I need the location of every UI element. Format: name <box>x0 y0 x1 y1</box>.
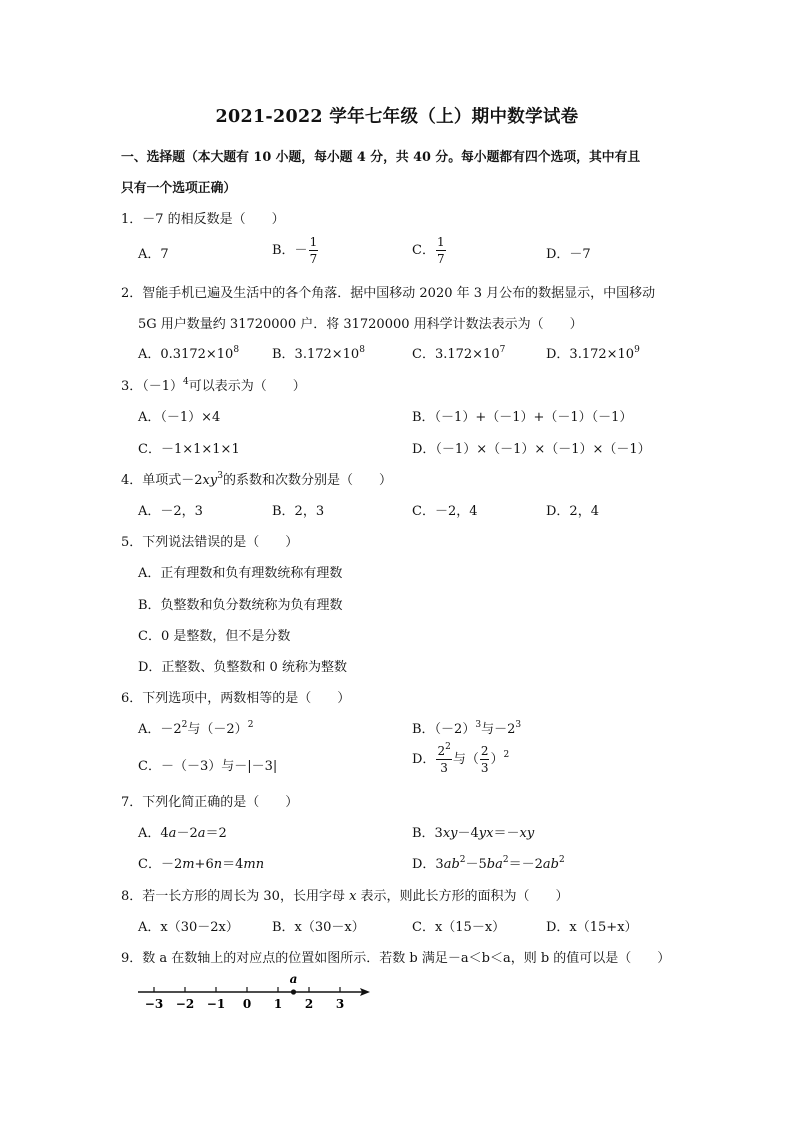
q6-stem: 6．下列选项中，两数相等的是（ ） <box>121 691 351 706</box>
q3-option-d: D．（－1）×（－1）×（－1）×（－1） <box>412 442 651 457</box>
q8-option-a: A．x（30－2x） <box>138 920 239 935</box>
section-instruction-line1: 一、选择题（本大题有 10 小题，每小题 4 分，共 40 分。每小题都有四个选项，其中有且 <box>121 150 641 165</box>
q8-stem: 8．若一长方形的周长为 30，长用字母 x 表示，则此长方形的面积为（ ） <box>121 889 569 904</box>
number-line-tick-label: −3 <box>144 997 164 1011</box>
q7-option-a: A．4a－2a＝2 <box>138 826 227 841</box>
q4-option-a: A．－2，3 <box>138 504 203 519</box>
q8-option-b: B．x（30－x） <box>272 920 365 935</box>
q7-stem: 7．下列化简正确的是（ ） <box>121 795 299 810</box>
q5-option-a: A．正有理数和负有理数统称有理数 <box>138 566 343 581</box>
section-instruction-line2: 只有一个选项正确） <box>121 181 237 196</box>
q1-option-a: A．7 <box>138 247 169 262</box>
q6-option-c: C．－（－3）与－|－3| <box>138 759 278 774</box>
number-line-tick-label: −2 <box>175 997 195 1011</box>
q3-option-a: A．（－1）×4 <box>138 410 221 425</box>
q3-option-c: C．－1×1×1×1 <box>138 442 240 457</box>
number-line-figure <box>138 968 378 1018</box>
q1-option-d: D．－7 <box>546 247 591 262</box>
q6-option-a: A．$-2^2$与$(-2)^2$ <box>138 720 254 737</box>
q4-option-b: B．2，3 <box>272 504 325 519</box>
q2-stem-line1: 2．智能手机已遍及生活中的各个角落．据中国移动 2020 年 3 月公布的数据显示，中国移动 <box>121 286 656 301</box>
number-line-point-a <box>291 989 296 994</box>
q5-option-b: B．负整数和负分数统称为负有理数 <box>138 598 343 613</box>
number-line-tick-label: 0 <box>242 997 252 1011</box>
q7-option-b: B．3xy－4yx＝－xy <box>412 826 535 841</box>
q6-option-b: B．$(-2)^3$与$-2^3$ <box>412 720 522 737</box>
number-line-point-label: a <box>289 972 298 986</box>
q1-option-b: B．－ $\frac{1}{7}$ <box>272 235 318 266</box>
number-line-tick-label: 2 <box>304 997 314 1011</box>
q4-stem: 4．单项式$-2xy^3$的系数和次数分别是（ ） <box>121 471 392 488</box>
q5-option-d: D．正整数、负整数和 0 统称为整数 <box>138 660 347 675</box>
q7-option-d: D．$3ab^2-5ba^2=-2ab^2$ <box>412 855 565 872</box>
number-line <box>138 972 370 1011</box>
q2-option-b: B．$3.172\times 10^8$ <box>272 345 365 362</box>
q1-option-c: C． $\frac{1}{7}$ <box>412 235 445 266</box>
q5-stem: 5．下列说法错误的是（ ） <box>121 535 299 550</box>
q1-stem: 1．－7 的相反数是（ ） <box>121 212 285 227</box>
q3-stem: 3．$(-1)^4$可以表示为（ ） <box>121 377 306 394</box>
q8-option-c: C．x（15－x） <box>412 920 506 935</box>
q2-option-d: D．$3.172\times 10^9$ <box>546 345 640 362</box>
number-line-tick-label: 1 <box>273 997 283 1011</box>
q6-option-d: D． $\frac{2^2}{3}$ 与（ $\frac{2}{3}$ ）$^2$ <box>412 742 510 775</box>
q4-option-d: D．2，4 <box>546 504 599 519</box>
q4-option-c: C．－2，4 <box>412 504 478 519</box>
exam-title: 2021-2022 学年七年级（上）期中数学试卷 <box>215 107 579 127</box>
q9-stem: 9．数 a 在数轴上的对应点的位置如图所示．若数 b 满足－a＜b＜a，则 b 的值可以是（ ） <box>121 951 671 966</box>
q2-option-c: C．$3.172\times 10^7$ <box>412 345 506 362</box>
number-line-tick-label: −1 <box>206 997 226 1011</box>
q3-option-b: B．（－1）+（－1）+（－1）（－1） <box>412 410 633 425</box>
q5-option-c: C．0 是整数，但不是分数 <box>138 629 291 644</box>
q8-option-d: D．x（15+x） <box>546 920 638 935</box>
q2-stem-line2: 5G 用户数量约 31720000 户．将 31720000 用科学计数法表示为（ ） <box>138 317 583 332</box>
q2-option-a: A．$0.3172\times 10^8$ <box>138 345 240 362</box>
q7-option-c: C．－2m+6n＝4mn <box>138 857 265 872</box>
number-line-tick-label: 3 <box>335 997 345 1011</box>
